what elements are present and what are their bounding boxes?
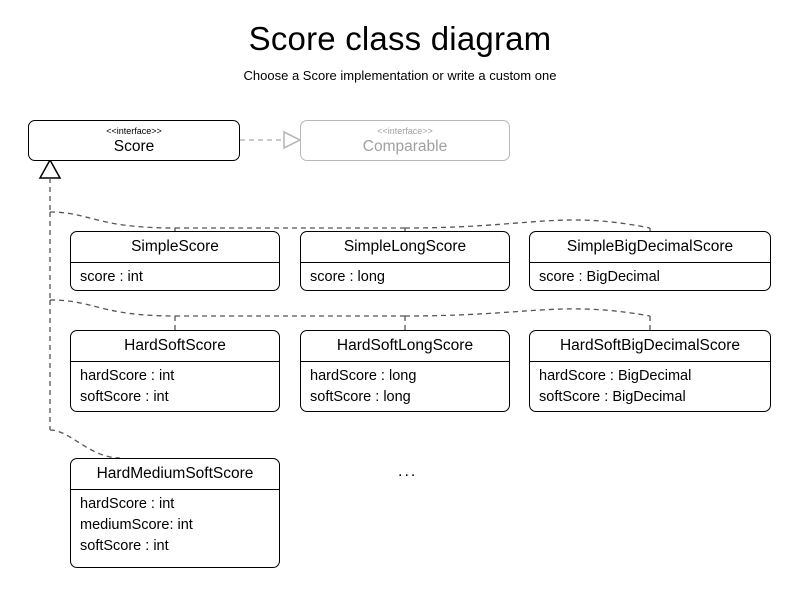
edge-score-implements-comparable: [240, 132, 300, 148]
attribute-row: hardScore : BigDecimal: [539, 368, 692, 384]
class-attributes: [301, 362, 509, 412]
class-attributes: [71, 263, 279, 291]
class-attributes: [301, 263, 509, 291]
class-attributes: [530, 263, 770, 291]
class-box-simple-score[interactable]: [70, 231, 280, 291]
class-header-hard-soft-score: [71, 331, 279, 361]
class-name-label: Comparable: [362, 138, 448, 155]
page-subtitle: Choose a Score implementation or write a custom one: [243, 68, 557, 83]
stereotype-label: <<interface>>: [377, 126, 433, 136]
class-name-label: HardMediumSoftScore: [96, 465, 254, 482]
class-attributes: [71, 362, 279, 412]
class-box-comparable[interactable]: [300, 120, 510, 161]
stereotype-label: <<interface>>: [106, 126, 162, 136]
class-header-hard-soft-long-score: [301, 331, 509, 361]
class-header-simple-big-decimal-score: [530, 232, 770, 262]
class-name-label: SimpleScore: [131, 238, 219, 255]
class-header-score: [29, 121, 239, 161]
class-attributes: [530, 362, 770, 412]
attribute-row: score : BigDecimal: [539, 269, 660, 285]
class-header-simple-score: [71, 232, 279, 262]
class-attributes: [71, 490, 279, 563]
class-box-hard-medium-soft-score[interactable]: [70, 458, 280, 568]
class-name-label: Score: [113, 138, 155, 155]
class-box-simple-long-score[interactable]: [300, 231, 510, 291]
class-box-simple-big-decimal-score[interactable]: [529, 231, 771, 291]
class-header-simple-long-score: [301, 232, 509, 262]
class-box-score[interactable]: [28, 120, 240, 161]
attribute-row: mediumScore: int: [80, 517, 193, 533]
page-title: Score class diagram: [248, 20, 552, 57]
generalization-arrowhead-score: [40, 160, 60, 178]
attribute-row: hardScore : long: [310, 368, 417, 384]
attribute-row: softScore : BigDecimal: [539, 389, 686, 405]
attribute-row: softScore : int: [80, 538, 169, 554]
attribute-row: score : long: [310, 269, 385, 285]
class-header-comparable: [301, 121, 509, 161]
class-box-hard-soft-big-decimal-score[interactable]: [529, 330, 771, 412]
class-name-label: SimpleLongScore: [343, 238, 467, 255]
more-classes-ellipsis: ...: [398, 463, 418, 480]
class-name-label: HardSoftScore: [124, 337, 226, 354]
class-name-label: SimpleBigDecimalScore: [566, 238, 734, 255]
class-box-hard-soft-score[interactable]: [70, 330, 280, 412]
attribute-row: hardScore : int: [80, 368, 175, 384]
attribute-row: hardScore : int: [80, 496, 175, 512]
attribute-row: score : int: [80, 269, 143, 285]
class-box-hard-soft-long-score[interactable]: [300, 330, 510, 412]
attribute-row: softScore : int: [80, 389, 169, 405]
class-header-hard-soft-big-decimal-score: [530, 331, 770, 361]
class-name-label: HardSoftLongScore: [336, 337, 474, 354]
class-name-label: HardSoftBigDecimalScore: [559, 337, 741, 354]
attribute-row: softScore : long: [310, 389, 411, 405]
class-header-hard-medium-soft-score: [71, 459, 279, 489]
